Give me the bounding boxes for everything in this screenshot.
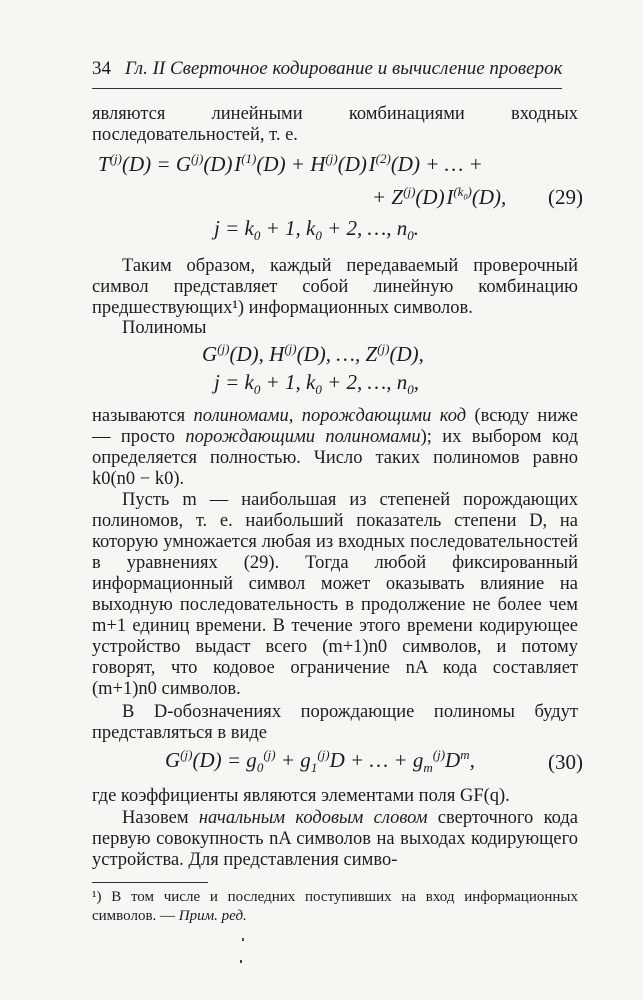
equation-29-number: (29)	[548, 185, 583, 209]
paragraph-intro: являются линейными комбинациями входных последовательностей, т. е.	[92, 104, 578, 145]
footnote-rule	[92, 882, 208, 883]
paragraph-initial-codeword	[92, 808, 578, 871]
print-speck	[240, 960, 242, 963]
paragraph-constraint-length: Пусть m — наибольшая из степеней порождающих полиномов, т. е. наибольший показатель степени D, на которую умножается любая из входных последовательностей в уравнениях (29). Тогда любой фиксированный информационный символ может оказывать влияние на выходную последовательность в продолжение не более чем m+1 единиц времени. В течение этого времени кодирующее устройство выдаст всего (m+1)n0 символов, и потому говорят, что кодовое ограничение nA кода составляет (m+1)n0 символов.	[92, 490, 578, 699]
p4-text-3: (всюду ниже — просто	[92, 406, 578, 447]
running-header	[92, 58, 562, 80]
p8-text-1: Назовем	[122, 808, 199, 828]
p4-text-1: называются	[92, 406, 194, 426]
equation-29-line-2: + $Z^{(j)}(D)$ $I^{(k_0)}(D)$,	[372, 184, 507, 209]
p8-text-3: сверточного кода первую совокупность nA символов на выходах кодирующего устройства. Для представления симво-	[92, 808, 578, 870]
running-title: Гл. II Сверточное кодирование и вычисление проверок	[125, 58, 563, 79]
header-rule	[92, 88, 562, 89]
print-speck	[242, 938, 244, 941]
footnote-text: ¹) В том числе и последних поступивших на вход информационных символов. —	[92, 889, 578, 924]
term-generating-polynomials-code: полиномами, порождающими код	[193, 406, 467, 426]
footnote-editor-note: Прим. ред.	[178, 908, 247, 924]
page-number: 34	[92, 58, 111, 79]
paragraph-field: где коэффициенты являются элементами поля GF(q).	[92, 786, 510, 806]
paragraph-conclusion: Таким образом, каждый передаваемый проверочный символ представляет собой линейную комбинацию предшествующих¹) информационных символов.	[92, 256, 578, 318]
paragraph-d-notation: В D-обозначениях порождающие полиномы будут представляться в виде	[92, 702, 578, 743]
equation-29-line-3: $j = k_0 + 1$, $k_0 + 2$, …, $n_0$.	[214, 216, 419, 244]
term-generating-polynomials: порождающими полиномами	[185, 427, 421, 447]
polynomials-line-2: $j = k_0 + 1$, $k_0 + 2$, …, $n_0$,	[214, 370, 419, 398]
term-initial-codeword: начальным кодовым словом	[198, 808, 428, 828]
equation-30-number: (30)	[548, 750, 583, 774]
equation-29-line-1: $T^{(j)}(D) = G^{(j)}(D)$ $I^{(1)}(D) + H^{(j)}(D)$ $I^{(2)}(D)$ + … +	[98, 151, 483, 176]
paragraph-definition	[92, 406, 578, 490]
footnote	[92, 888, 578, 926]
polynomials-line-1: $G^{(j)}(D)$, $H^{(j)}(D)$, …, $Z^{(j)}(D)$,	[202, 341, 424, 366]
paragraph-polynomials-label: Полиномы	[122, 318, 207, 338]
equation-30: $G^{(j)}(D) = g_0^{(j)} + g_1^{(j)}D$ + … + $g_m^{(j)}D^m$,	[165, 747, 475, 776]
p4-text-5: ); их выбором код определяется полностью. Число таких полиномов равно k0(n0 − k0).	[92, 427, 579, 489]
